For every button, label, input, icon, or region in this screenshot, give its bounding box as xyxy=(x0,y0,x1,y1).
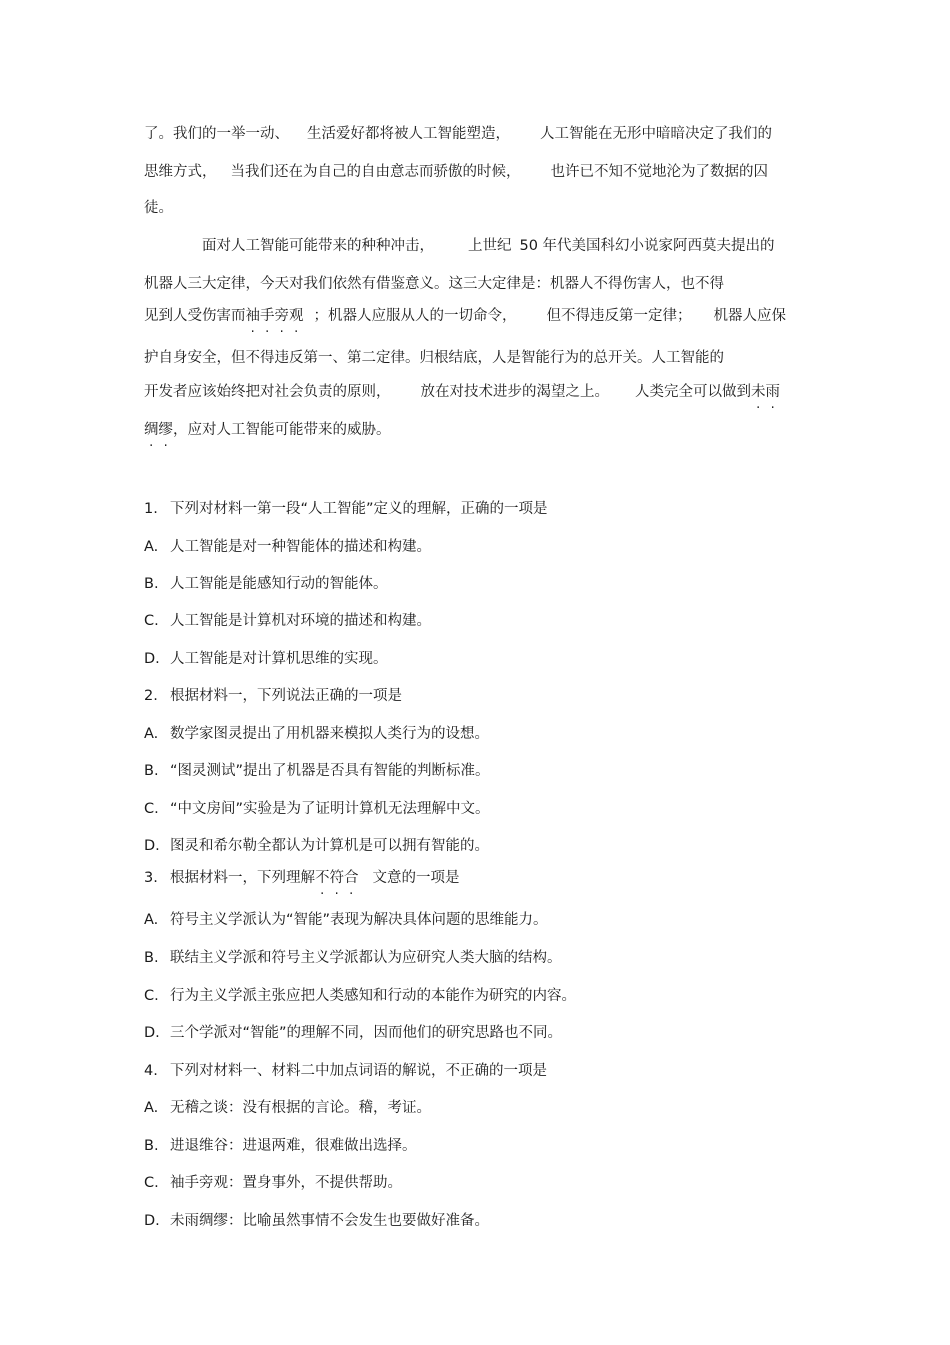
passage-line xyxy=(144,198,173,218)
option-text: 行为主义学派主张应把人类感知和行动的本能作为研究的内容。 xyxy=(170,988,576,1004)
question-text: 根据材料一，下列说法正确的一项是 xyxy=(170,688,402,704)
option-item xyxy=(144,1211,489,1231)
question-text: 文意的一项是 xyxy=(372,870,460,886)
option-item xyxy=(144,574,388,594)
emphasis-char: 旁 xyxy=(274,308,289,324)
text-segment: 人工智能在无形中暗暗决定了我们的 xyxy=(540,126,772,142)
option-item xyxy=(144,799,490,819)
option-text: 人工智能是能感知行动的智能体。 xyxy=(170,576,388,592)
question-text: 下列对材料一第一段“人工智能”定义的理解，正确的一项是 xyxy=(170,501,548,517)
passage-line xyxy=(202,236,775,256)
question-stem xyxy=(144,1061,547,1081)
question-stem xyxy=(144,686,402,706)
question-stem xyxy=(144,868,460,888)
question-number: 3. xyxy=(144,870,158,886)
option-label: B. xyxy=(144,576,159,592)
option-label: A. xyxy=(144,539,159,555)
option-item xyxy=(144,1098,431,1118)
option-text: 图灵和希尔勒全都认为计算机是可以拥有智能的。 xyxy=(170,838,489,854)
option-label: A. xyxy=(144,1100,159,1116)
text-segment: 生活爱好都将被人工智能塑造， xyxy=(307,126,510,142)
passage-line xyxy=(144,420,391,440)
option-text: 数学家图灵提出了用机器来模拟人类行为的设想。 xyxy=(170,726,489,742)
option-text: 未雨绸缪：比喻虽然事情不会发生也要做好准备。 xyxy=(170,1213,489,1229)
option-item xyxy=(144,948,562,968)
option-text: 人工智能是计算机对环境的描述和构建。 xyxy=(170,613,431,629)
passage-line xyxy=(144,306,786,326)
passage-line xyxy=(144,124,772,144)
option-item xyxy=(144,649,388,669)
option-item xyxy=(144,1023,562,1043)
emphasis-char: 绸 xyxy=(144,422,159,438)
option-text: 进退维谷：进退两难，很难做出选择。 xyxy=(170,1138,417,1154)
option-item xyxy=(144,1173,402,1193)
text-segment: 当我们还在为自己的自由意志而骄傲的时候， xyxy=(230,164,521,180)
question-number: 1. xyxy=(144,501,158,517)
emphasis-char: 观 xyxy=(289,308,304,324)
option-text: 三个学派对“智能”的理解不同，因而他们的研究思路也不同。 xyxy=(170,1025,563,1041)
option-item xyxy=(144,761,490,781)
text-segment: 但不得违反第一定律； xyxy=(546,308,692,324)
option-item xyxy=(144,986,576,1006)
option-item xyxy=(144,537,431,557)
option-label: C. xyxy=(144,988,159,1004)
option-item xyxy=(144,836,489,856)
question-text: 根据材料一，下列理解 xyxy=(170,870,315,886)
option-text: 人工智能是对计算机思维的实现。 xyxy=(170,651,388,667)
text-segment: 人类完全可以做到 xyxy=(635,384,751,400)
emphasis-char: 未 xyxy=(751,384,766,400)
option-text: “中文房间”实验是为了证明计算机无法理解中文。 xyxy=(170,801,490,817)
emphasis-char: 不 xyxy=(315,870,330,886)
option-label: D. xyxy=(144,1213,160,1229)
text-segment: 思维方式， xyxy=(144,164,217,180)
option-label: C. xyxy=(144,613,159,629)
emphasis-char: 合 xyxy=(344,870,359,886)
option-label: B. xyxy=(144,1138,159,1154)
option-text: 无稽之谈：没有根据的言论。稽，考证。 xyxy=(170,1100,431,1116)
question-number: 2. xyxy=(144,688,158,704)
option-text: 人工智能是对一种智能体的描述和构建。 xyxy=(170,539,431,555)
option-label: C. xyxy=(144,801,159,817)
option-text: 联结主义学派和符号主义学派都认为应研究人类大脑的结构。 xyxy=(170,950,562,966)
emphasis-char: 雨 xyxy=(765,384,780,400)
text-segment: 见到人受伤害而 xyxy=(144,308,246,324)
text-segment: 50 年代美国科幻小说家阿西莫夫提出的 xyxy=(519,238,775,254)
option-item xyxy=(144,724,489,744)
text-segment: 上世纪 xyxy=(468,238,512,254)
option-text: 符号主义学派认为“智能”表现为解决具体问题的思维能力。 xyxy=(170,912,548,928)
question-stem xyxy=(144,499,548,519)
text-segment: ，应对人工智能可能带来的威胁。 xyxy=(173,422,391,438)
emphasis-char: 手 xyxy=(260,308,275,324)
text-segment: 开发者应该始终把对社会负责的原则， xyxy=(144,384,391,400)
emphasis-char: 缪 xyxy=(158,422,173,438)
text-segment: 徒。 xyxy=(144,200,173,216)
option-label: B. xyxy=(144,763,159,779)
passage-line xyxy=(144,274,724,294)
question-text: 下列对材料一、材料二中加点词语的解说，不正确的一项是 xyxy=(170,1063,547,1079)
passage-line xyxy=(144,348,724,368)
text-segment: 也许已不知不觉地沦为了数据的囚 xyxy=(550,164,768,180)
text-segment: 了。我们的一举一动、 xyxy=(144,126,289,142)
text-segment: 机器人三大定律，今天对我们依然有借鉴意义。这三大定律是：机器人不得伤害人，也不得 xyxy=(144,276,724,292)
text-segment: 机器人应保 xyxy=(713,308,786,324)
question-number: 4. xyxy=(144,1063,158,1079)
option-label: D. xyxy=(144,1025,160,1041)
option-label: D. xyxy=(144,651,160,667)
option-item xyxy=(144,1136,417,1156)
passage-line xyxy=(144,162,768,182)
option-text: 袖手旁观：置身事外，不提供帮助。 xyxy=(170,1175,402,1191)
option-label: D. xyxy=(144,838,160,854)
option-label: B. xyxy=(144,950,159,966)
option-item xyxy=(144,910,548,930)
text-segment: 面对人工智能可能带来的种种冲击， xyxy=(202,238,434,254)
text-segment: ；机器人应服从人的一切命令， xyxy=(313,308,517,324)
text-segment: 护自身安全，但不得违反第一、第二定律。归根结底，人是智能行为的总开关。人工智能的 xyxy=(144,350,724,366)
text-segment: 放在对技术进步的渴望之上。 xyxy=(420,384,609,400)
passage-line xyxy=(144,382,780,402)
option-text: “图灵测试”提出了机器是否具有智能的判断标准。 xyxy=(170,763,490,779)
option-label: A. xyxy=(144,726,159,742)
option-label: C. xyxy=(144,1175,159,1191)
option-item xyxy=(144,611,431,631)
option-label: A. xyxy=(144,912,159,928)
emphasis-char: 袖 xyxy=(245,308,260,324)
emphasis-char: 符 xyxy=(329,870,344,886)
